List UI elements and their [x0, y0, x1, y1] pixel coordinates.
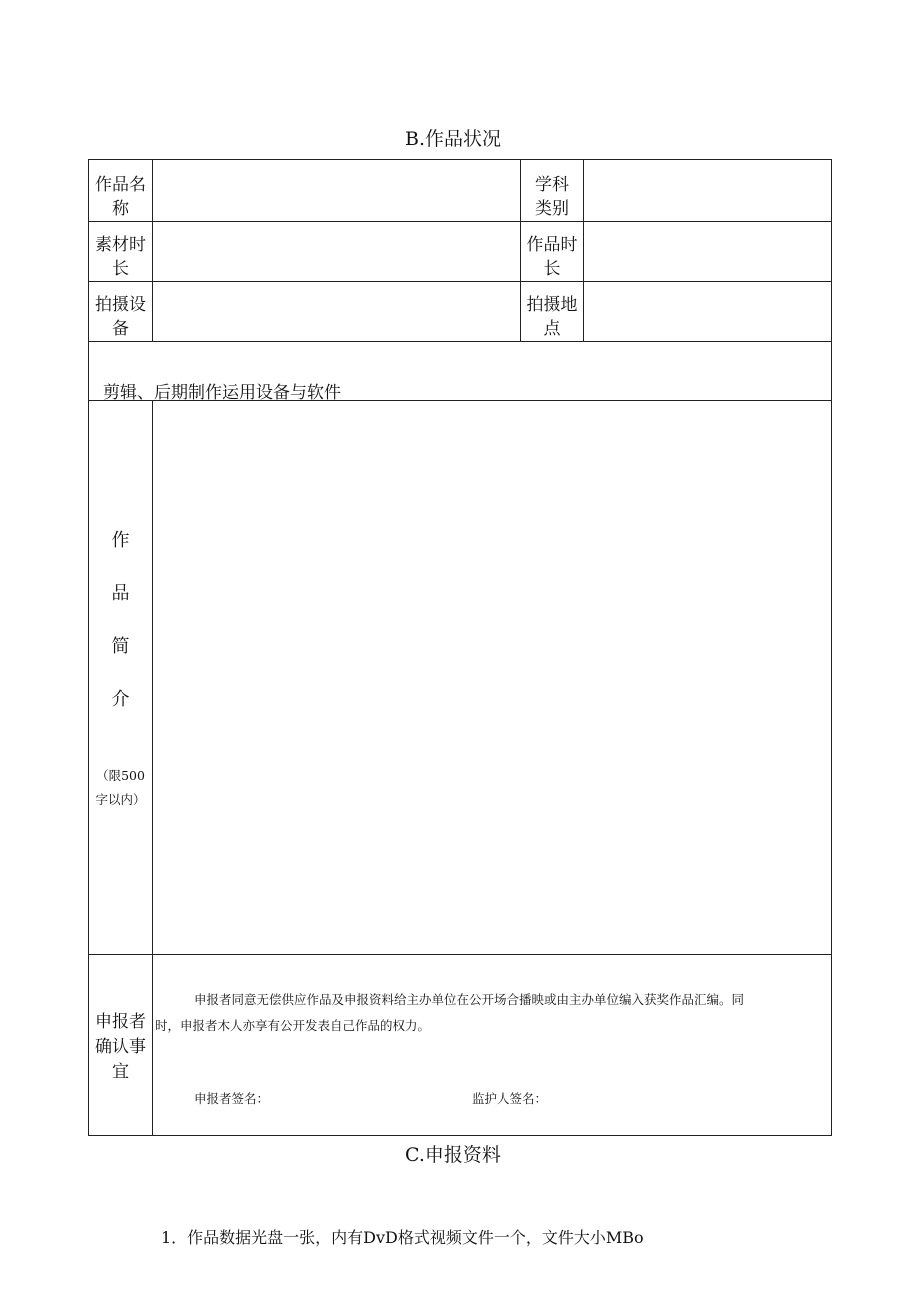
- section-b-title: B.作品状况: [405, 128, 502, 150]
- guardian-signature-label: 监护人签名：: [472, 1091, 548, 1106]
- work-name-label: 作品名 称: [95, 175, 146, 219]
- materials-item-1: 1．作品数据光盘一张，内有DvD格式视频文件一个，文件大小MBo: [161, 1228, 644, 1247]
- editing-software-label: 剪辑、后期制作运用设备与软件: [103, 383, 341, 403]
- material-duration-label: 素材时 长: [95, 235, 146, 279]
- work-intro-label: 作 品 简 介: [111, 530, 130, 710]
- editing-software-input[interactable]: [89, 342, 831, 400]
- subject-category-label: 学科 类别: [535, 175, 569, 219]
- subject-category-input[interactable]: [584, 160, 830, 221]
- applicant-signature-field[interactable]: [272, 1084, 442, 1108]
- shooting-location-label: 拍摄地 点: [526, 295, 578, 339]
- shooting-equipment-input[interactable]: [153, 282, 519, 341]
- applicant-signature-label: 申报者签名：: [194, 1091, 270, 1106]
- applicant-confirmation-label: 申报者 确认事 宜: [95, 1012, 146, 1082]
- shooting-equipment-label: 拍摄设 备: [95, 295, 146, 339]
- work-duration-label: 作品时 长: [526, 235, 578, 279]
- material-duration-input[interactable]: [153, 222, 519, 281]
- work-name-input[interactable]: [153, 160, 519, 221]
- word-limit-note: （限500 字以内）: [95, 768, 146, 807]
- shooting-location-input[interactable]: [584, 282, 830, 341]
- work-duration-input[interactable]: [584, 222, 830, 281]
- guardian-signature-field[interactable]: [552, 1084, 722, 1108]
- section-c-title: C.申报资料: [405, 1144, 501, 1166]
- work-intro-textarea[interactable]: [153, 401, 831, 954]
- confirmation-text-line1: 申报者同意无偿供应作品及申报资料给主办单位在公开场合播映或由主办单位编入获奖作品汇编。同: [194, 992, 745, 1007]
- confirmation-text-line2: 时，申报者木人亦享有公开发表自己作品的权力。: [155, 1018, 431, 1033]
